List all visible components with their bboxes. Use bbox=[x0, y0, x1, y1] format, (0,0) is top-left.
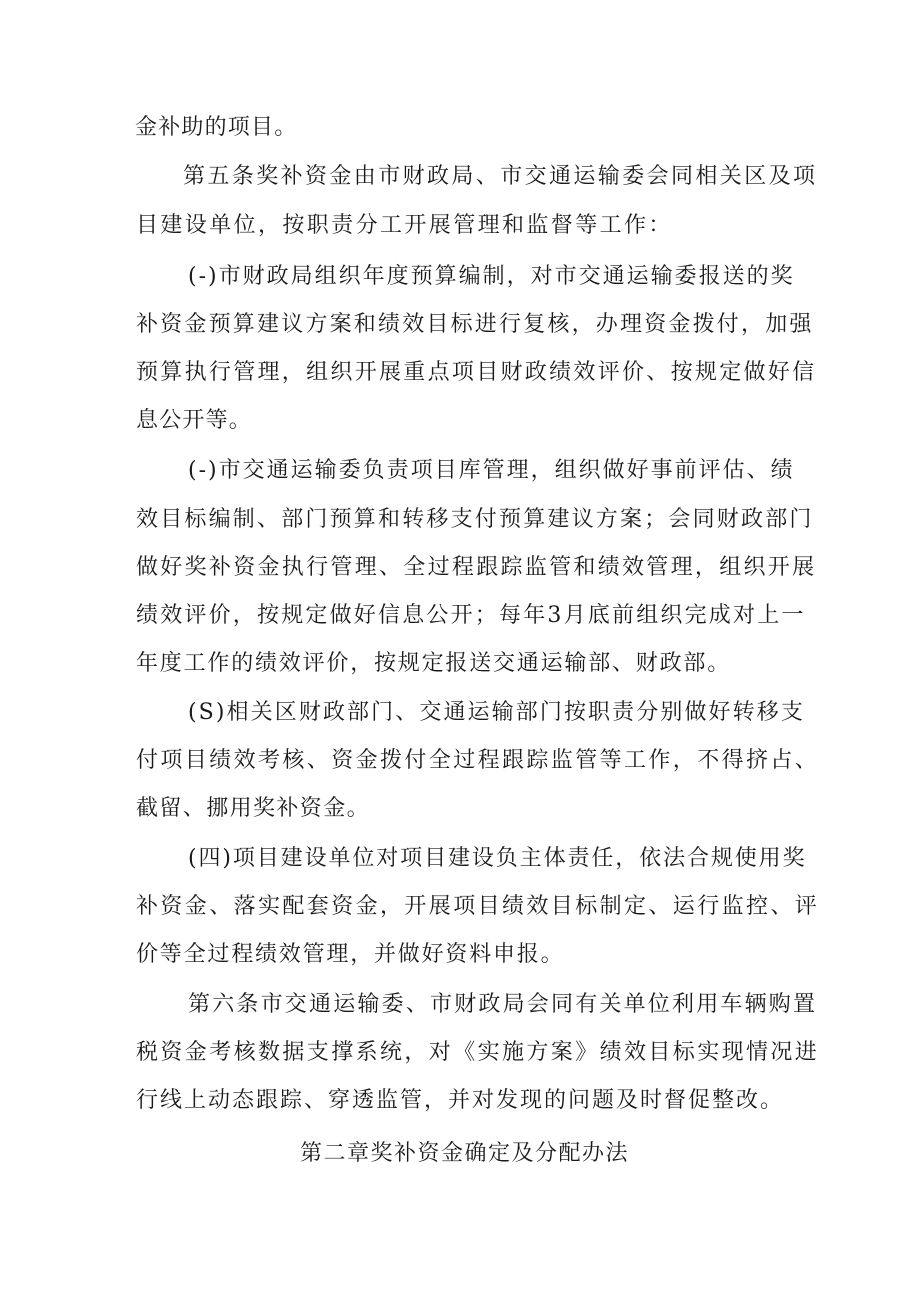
paragraph-line: 截留、挪用奖补资金。 bbox=[136, 796, 371, 821]
paragraph-line: 行线上动态跟踪、穿透监管，并对发现的问题及时督促整改。 bbox=[136, 1088, 785, 1113]
paragraph-line: 绩效评价，按规定做好信息公开；每年3月底前组织完成对上一 bbox=[136, 603, 806, 628]
paragraph-line: 补资金、落实配套资金，开展项目绩效目标制定、运行监控、评 bbox=[136, 894, 820, 919]
paragraph-line: 价等全过程绩效管理，并做好资料申报。 bbox=[136, 942, 565, 967]
paragraph-line: 付项目绩效考核、资金拨付全过程跟踪监管等工作，不得挤占、 bbox=[136, 748, 820, 773]
article-6-line: 第六条市交通运输委、市财政局会同有关单位利用车辆购置 bbox=[188, 992, 818, 1017]
item-2-line: (-)市交通运输委负责项目库管理，组织做好事前评估、绩 bbox=[188, 458, 795, 483]
paragraph-line: 税资金考核数据支撑系统，对《实施方案》绩效目标实现情况进 bbox=[136, 1040, 820, 1065]
paragraph-line: 做好奖补资金执行管理、全过程跟踪监管和绩效管理，组织开展 bbox=[136, 555, 817, 580]
item-1-line: (-)市财政局组织年度预算编制，对市交通运输委报送的奖 bbox=[188, 264, 795, 289]
paragraph-line: 补资金预算建议方案和绩效目标进行复核，办理资金拨付，加强 bbox=[136, 312, 814, 337]
paragraph-line: 金补助的项目。 bbox=[135, 115, 298, 140]
chapter-heading: 第二章奖补资金确定及分配办法 bbox=[300, 1141, 630, 1166]
item-3-line: (S)相关区财政部门、交通运输部门按职责分别做好转移支 bbox=[188, 700, 805, 725]
paragraph-line: 年度工作的绩效评价，按规定报送交通运输部、财政部。 bbox=[136, 651, 732, 676]
paragraph-line: 目建设单位，按职责分工开展管理和监督等工作： bbox=[136, 213, 673, 238]
article-5-line: 第五条奖补资金由市财政局、市交通运输委会同相关区及项 bbox=[183, 164, 818, 189]
paragraph-line: 息公开等。 bbox=[136, 408, 253, 433]
item-4-line: (四)项目建设单位对项目建设负主体责任，依法合规使用奖 bbox=[188, 846, 807, 871]
paragraph-line: 预算执行管理，组织开展重点项目财政绩效评价、按规定做好信 bbox=[136, 360, 817, 385]
paragraph-line: 效目标编制、部门预算和转移支付预算建议方案；会同财政部门 bbox=[136, 507, 814, 532]
